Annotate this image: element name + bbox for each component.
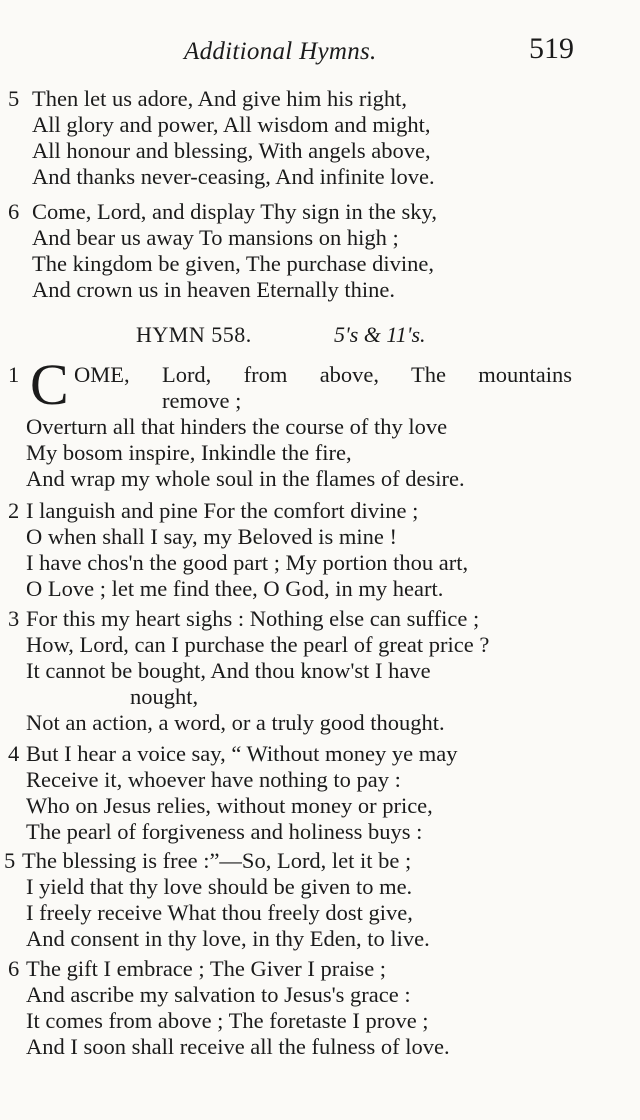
stanza-number: 2 [8, 498, 20, 523]
verse-line: Then let us adore, And give him his right, [32, 86, 407, 111]
verse-line: The kingdom be given, The purchase divine, [32, 251, 434, 276]
verse-line: I freely receive What thou freely dost give, [26, 900, 413, 925]
verse-line: And bear us away To mansions on high ; [32, 225, 399, 250]
verse-line: It cannot be bought, And thou know'st I have [26, 658, 431, 683]
verse-line: O Love ; let me find thee, O God, in my heart. [26, 576, 444, 601]
stanza-number: 6 [8, 199, 20, 224]
stanza-number: 4 [8, 741, 20, 766]
verse-line: But I hear a voice say, “ Without money ye may [26, 741, 458, 766]
stanza-number: 1 [8, 362, 20, 387]
verse-line: And consent in thy love, in thy Eden, to live. [26, 926, 430, 951]
hymn-heading: HYMN 558. [136, 322, 252, 347]
verse-line: And I soon shall receive all the fulness of love. [26, 1034, 450, 1059]
verse-line: The pearl of forgiveness and holiness buys : [26, 819, 423, 844]
verse-line: For this my heart sighs : Nothing else can suffice ; [26, 606, 480, 631]
page-number: 519 [529, 32, 574, 65]
running-title: Additional Hymns. [184, 38, 377, 65]
verse-line: I languish and pine For the comfort divine ; [26, 498, 419, 523]
verse-line: Come, Lord, and display Thy sign in the sky, [32, 199, 437, 224]
verse-line: And ascribe my salvation to Jesus's grace : [26, 982, 411, 1007]
verse-line: Who on Jesus relies, without money or price, [26, 793, 433, 818]
verse-line: The blessing is free :”—So, Lord, let it be ; [22, 848, 412, 873]
drop-cap: C [30, 352, 69, 417]
hymn-stanza-3-continuation: nought, [130, 684, 199, 709]
verse-line: It comes from above ; The foretaste I prove ; [26, 1008, 429, 1033]
verse-line: All glory and power, All wisdom and might, [32, 112, 431, 137]
hymn-first-line: OME, Lord, from above, The mountains [74, 362, 572, 387]
verse-line: And crown us in heaven Eternally thine. [32, 277, 396, 302]
verse-line: I have chos'n the good part ; My portion thou art, [26, 550, 469, 575]
verse-line: The gift I embrace ; The Giver I praise ; [26, 956, 387, 981]
verse-line: Overturn all that hinders the course of thy love [26, 414, 448, 439]
verse-line: I yield that thy love should be given to me. [26, 874, 413, 899]
verse-line: Receive it, whoever have nothing to pay : [26, 767, 401, 792]
stanza-number: 3 [8, 606, 20, 631]
hymn-meter: 5's & 11's. [334, 322, 426, 347]
verse-line: And wrap my whole soul in the flames of desire. [26, 466, 465, 491]
hymn-first-line-continuation: remove ; [162, 388, 242, 413]
verse-line: My bosom inspire, Inkindle the fire, [26, 440, 352, 465]
verse-line: All honour and blessing, With angels above, [32, 138, 431, 163]
verse-line: How, Lord, can I purchase the pearl of great price ? [26, 632, 490, 657]
verse-line: And thanks never-ceasing, And infinite love. [32, 164, 435, 189]
stanza-number: 5 [4, 848, 16, 873]
verse-line: O when shall I say, my Beloved is mine ! [26, 524, 397, 549]
verse-line: Not an action, a word, or a truly good thought. [26, 710, 445, 735]
stanza-number: 6 [8, 956, 20, 981]
stanza-number: 5 [8, 86, 20, 111]
